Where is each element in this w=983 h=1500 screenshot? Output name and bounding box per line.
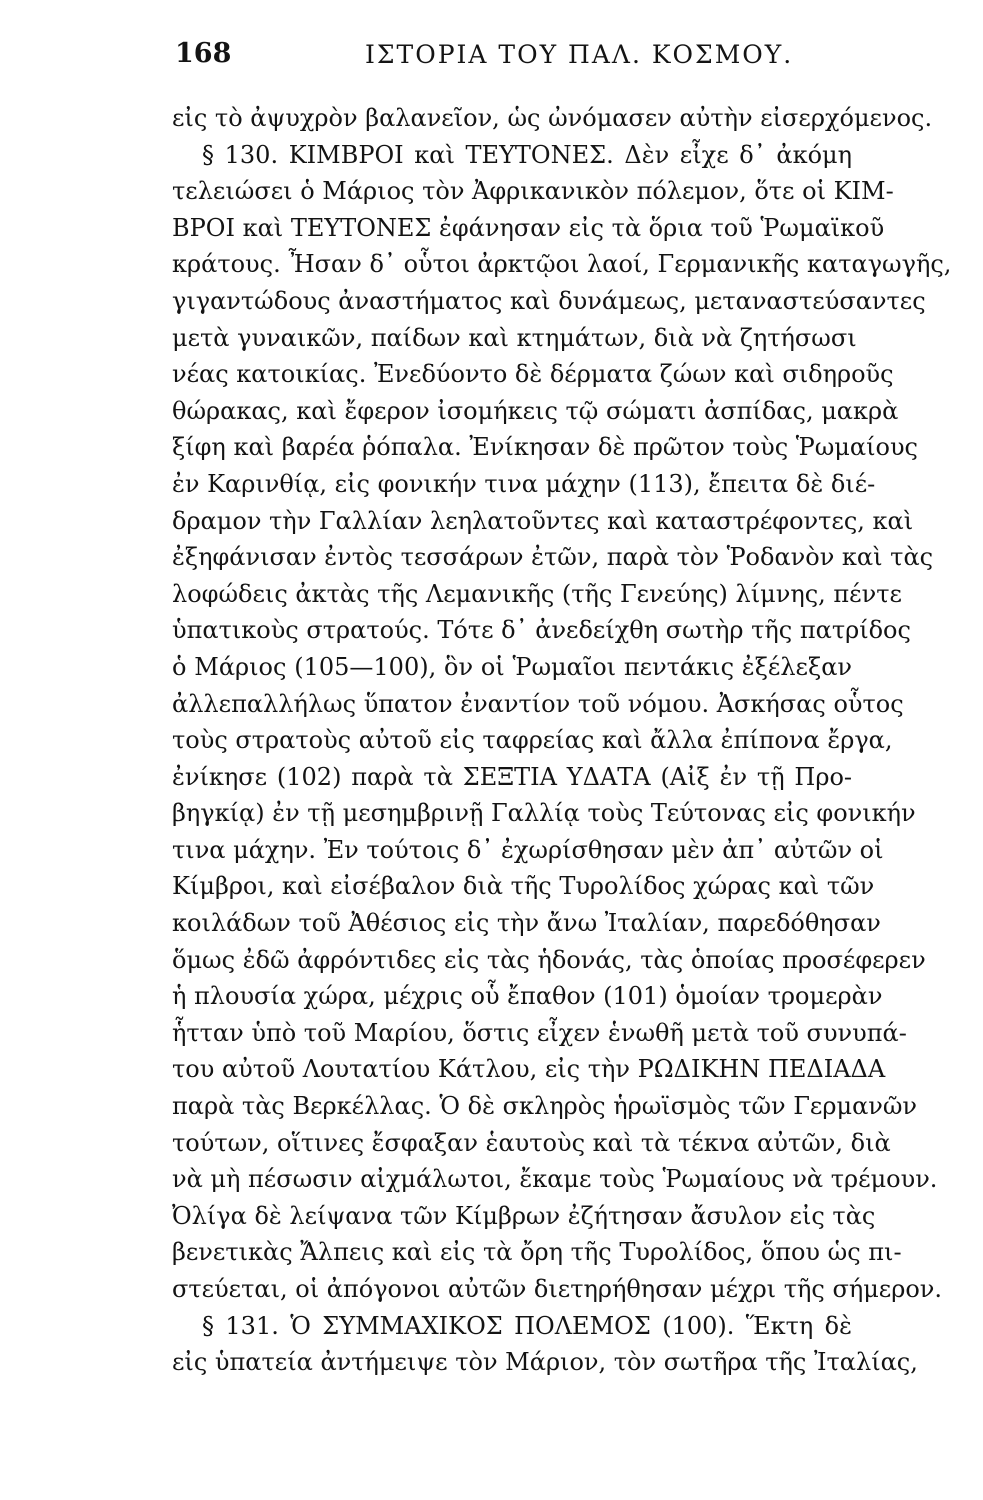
text-line: μετὰ γυναικῶν, παίδων καὶ κτημάτων, διὰ νὰ ζητήσωσι	[172, 323, 857, 352]
text-line: κοιλάδων τοῦ Ἀθέσιος εἰς τὴν ἄνω Ἰταλίαν, παρεδόθησαν	[172, 909, 881, 938]
text-line: βηγκίᾳ) ἐν τῇ μεσημβρινῇ Γαλλίᾳ τοὺς Τεύτονας εἰς φονικήν	[172, 799, 916, 828]
running-title: ΙΣΤΟΡΙΑ ΤΟΥ ΠΑΛ. ΚΟΣΜΟΥ.	[365, 40, 794, 69]
text-line: βενετικὰς Ἄλπεις καὶ εἰς τὰ ὄρη τῆς Τυρολίδος, ὅπου ὡς πι-	[172, 1238, 902, 1267]
text-line: στεύεται, οἱ ἀπόγονοι αὐτῶν διετηρήθησαν μέχρι τῆς σήμερον.	[172, 1275, 943, 1303]
text-line: κράτους. Ἦσαν δ᾽ οὗτοι ἀρκτῷοι λαοί, Γερμανικῆς καταγωγῆς,	[172, 250, 952, 279]
text-line: του αὐτοῦ Λουτατίου Κάτλου, εἰς τὴν ΡΩΔΙΚΗΝ ΠΕΔΙΑΔΑ	[172, 1055, 886, 1084]
text-line: νέας κατοικίας. Ἐνεδύοντο δὲ δέρματα ζώων καὶ σιδηροῦς	[172, 360, 894, 389]
text-line: τούτων, οἵτινες ἔσφαξαν ἑαυτοὺς καὶ τὰ τέκνα αὐτῶν, διὰ	[172, 1128, 891, 1157]
text-line: εἰς τὸ ἀψυχρὸν βαλανεῖον, ὡς ὠνόμασεν αὐτὴν εἰσερχόμενος.	[172, 104, 933, 132]
body-text	[172, 100, 952, 1381]
text-line: ὑπατικοὺς στρατούς. Τότε δ᾽ ἀνεδείχθη σωτὴρ τῆς πατρίδος	[172, 616, 911, 645]
text-line: τινα μάχην. Ἐν τούτοις δ᾽ ἐχωρίσθησαν μὲν ἀπ᾽ αὐτῶν οἱ	[172, 835, 884, 864]
text-line: ἀλλεπαλλήλως ὕπατον ἐναντίον τοῦ νόμου. Ἀσκήσας οὗτος	[172, 689, 904, 718]
section-heading-line: § 130. ΚΙΜΒΡΟΙ καὶ ΤΕΥΤΟΝΕΣ. Δὲν εἶχε δ᾽ ἀκόμη	[202, 140, 852, 169]
section-heading-line: § 131. Ὁ ΣΥΜΜΑΧΙΚΟΣ ΠΟΛΕΜΟΣ (100). Ἕκτη δὲ	[202, 1311, 852, 1340]
text-line: τελειώσει ὁ Μάριος τὸν Ἀφρικανικὸν πόλεμον, ὅτε οἱ ΚΙΜ-	[172, 177, 894, 206]
text-line: Κίμβροι, καὶ εἰσέβαλον διὰ τῆς Τυρολίδος χώρας καὶ τῶν	[172, 872, 875, 901]
text-line: νὰ μὴ πέσωσιν αἰχμάλωτοι, ἔκαμε τοὺς Ῥωμαίους νὰ τρέμουν.	[172, 1165, 938, 1194]
text-line: δραμον τὴν Γαλλίαν λεηλατοῦντες καὶ καταστρέφοντες, καὶ	[172, 506, 914, 535]
text-line: εἰς ὑπατεία ἀντήμειψε τὸν Μάριον, τὸν σωτῆρα τῆς Ἰταλίας,	[172, 1348, 918, 1377]
text-line: ἧτταν ὑπὸ τοῦ Μαρίου, ὅστις εἶχεν ἑνωθῆ μετὰ τοῦ συνυπά-	[172, 1018, 907, 1047]
text-line: γιγαντώδους ἀναστήματος καὶ δυνάμεως, μεταναστεύσαντες	[172, 286, 926, 315]
text-line: παρὰ τὰς Βερκέλλας. Ὁ δὲ σκληρὸς ἡρωϊσμὸς τῶν Γερμανῶν	[172, 1092, 918, 1121]
text-line: Ὀλίγα δὲ λείψανα τῶν Κίμβρων ἐζήτησαν ἄσυλον εἰς τὰς	[172, 1201, 876, 1230]
text-line: ΒΡΟΙ καὶ ΤΕΥΤΟΝΕΣ ἐφάνησαν εἰς τὰ ὅρια τοῦ Ῥωμαϊκοῦ	[172, 213, 885, 242]
text-line: ὅμως ἐδῶ ἀφρόντιδες εἰς τὰς ἡδονάς, τὰς ὁποίας προσέφερεν	[172, 945, 926, 974]
text-line: ξίφη καὶ βαρέα ῥόπαλα. Ἐνίκησαν δὲ πρῶτον τοὺς Ῥωμαίους	[172, 433, 918, 462]
text-line: ἐξηφάνισαν ἐντὸς τεσσάρων ἐτῶν, παρὰ τὸν Ῥοδανὸν καὶ τὰς	[172, 543, 934, 572]
text-line: λοφώδεις ἀκτὰς τῆς Λεμανικῆς (τῆς Γενεύης) λίμνης, πέντε	[172, 579, 902, 608]
text-line: ἐν Καρινθίᾳ, εἰς φονικήν τινα μάχην (113), ἔπειτα δὲ διέ-	[172, 469, 876, 498]
page-number: 168	[175, 38, 232, 69]
text-line: ὁ Μάριος (105—100), ὃν οἱ Ῥωμαῖοι πεντάκις ἐξέλεξαν	[172, 652, 852, 681]
text-line: θώρακας, καὶ ἔφερον ἰσομήκεις τῷ σώματι ἀσπίδας, μακρὰ	[172, 396, 899, 425]
text-line: ἐνίκησε (102) παρὰ τὰ ΣΕΞΤΙΑ ΥΔΑΤΑ (Αἰξ ἐν τῇ Προ-	[172, 762, 852, 791]
text-line: ἡ πλουσία χώρα, μέχρις οὗ ἔπαθον (101) ὁμοίαν τρομερὰν	[172, 982, 883, 1011]
page-header	[175, 38, 855, 78]
text-line: τοὺς στρατοὺς αὐτοῦ εἰς ταφρείας καὶ ἄλλα ἐπίπονα ἔργα,	[172, 726, 893, 755]
